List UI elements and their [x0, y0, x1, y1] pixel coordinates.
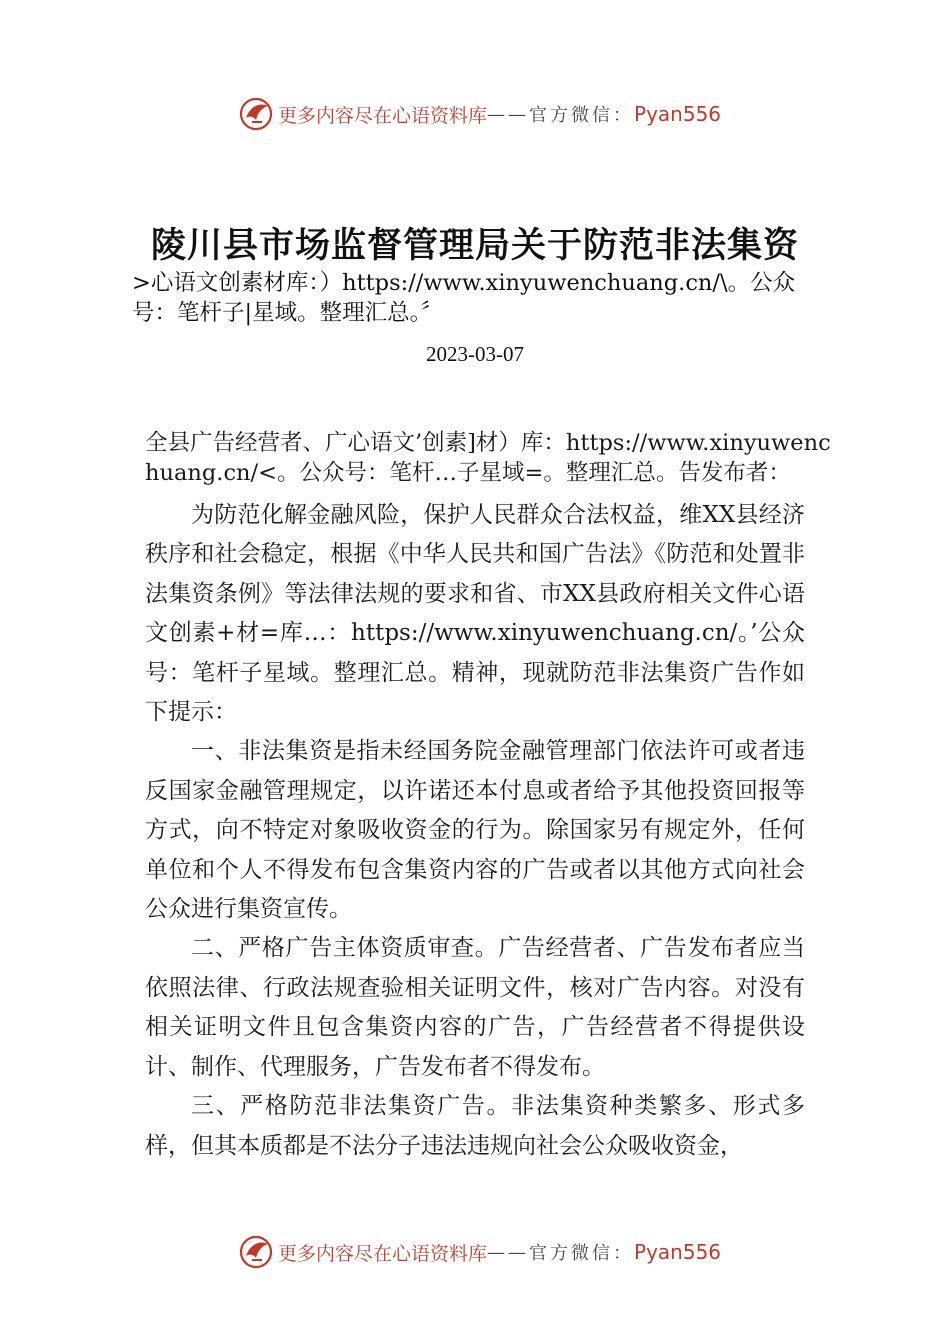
promo-text: 更多内容尽在心语资料库: [278, 104, 488, 127]
promo-separator: ——: [487, 1241, 530, 1263]
footer-watermark: [238, 1232, 728, 1272]
header-watermark: [238, 94, 728, 134]
paragraph-1: 一、非法集资是指未经国务院金融管理部门依法许可或者违反国家金融管理规定，以许诺还本付息或者给予其他投资回报等方式，向不特定对象吸收资金的行为。除国家另有规定外，任何单位和个人不得发布包含集资内容的广告或者以其他方式向社会公众进行集资宣传。: [145, 738, 805, 923]
promo-text: 更多内容尽在心语资料库: [278, 1242, 488, 1265]
official-wechat-label: 官方微信：: [529, 105, 635, 126]
wechat-handle: Pyan556: [634, 102, 722, 126]
addressee-line: 全县广告经营者、广心语文’创素]材）库：https://www.xinyuwenchuang.cn/<。公众号：笔杆…子星域=。整理汇总。告发布者：: [145, 430, 831, 486]
paragraph-2: 二、严格广告主体资质审查。广告经营者、广告发布者应当依照法律、行政法规查验相关证明文件，核对广告内容。对没有相关证明文件且包含集资内容的广告，广告经营者不得提供设计、制作、代理服务，广告发布者不得发布。: [145, 935, 805, 1080]
document-date: 2023-03-07: [426, 342, 524, 366]
wechat-handle: Pyan556: [634, 1240, 722, 1264]
official-wechat-label: 官方微信：: [529, 1243, 635, 1264]
source-notice: >心语文创素材库：）https://www.xinyuwenchuang.cn/\。公众号：笔杆子|星域。整理汇总。〞: [132, 270, 796, 326]
document-title: 陵川县市场监督管理局关于防范非法集资: [150, 225, 799, 266]
document-body: [145, 428, 835, 1166]
paragraph-intro: 为防范化解金融风险，保护人民群众合法权益，维XX县经济秩序和社会稳定，根据《中华人民共和国广告法》《防范和处置非法集资条例》等法律法规的要求和省、市XX县政府相关文件心语文创素+材=库…：https://www.xinyuwenchuang.cn/。’公众号：笔杆子星域。整理汇总。精神，现就防范非法集资广告作如下提示：: [145, 502, 805, 726]
bird-seal-icon: [238, 96, 274, 132]
paragraph-3: 三、严格防范非法集资广告。非法集资种类繁多、形式多样，但其本质都是不法分子违法违规向社会公众吸收资金，: [145, 1093, 805, 1159]
bird-seal-icon: [238, 1234, 274, 1270]
promo-separator: ——: [487, 103, 530, 125]
